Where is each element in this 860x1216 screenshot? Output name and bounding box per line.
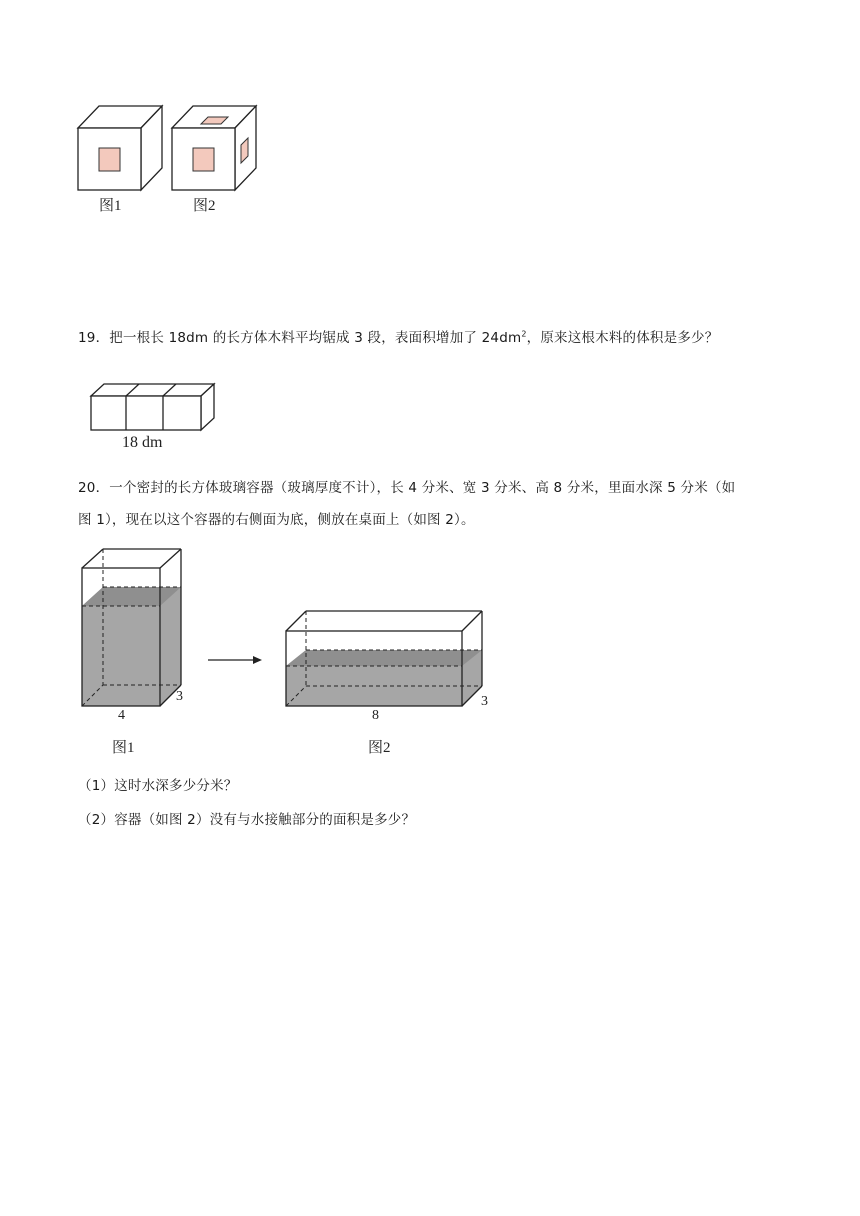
fig1-label: 图1 (112, 740, 135, 756)
fig2-label: 图2 (193, 198, 216, 214)
fig2-label: 图2 (368, 740, 391, 756)
timber-length-label: 18 dm (122, 434, 163, 451)
question-20-line2: 图 1），现在以这个容器的右侧面为底，侧放在桌面上（如图 2）。 (78, 512, 475, 528)
fig1-width-label: 3 (176, 689, 183, 704)
fig1-label: 图1 (99, 198, 122, 214)
q19-text-after: ，原来这根木料的体积是多少？ (526, 330, 719, 346)
fig2-length-label: 8 (372, 708, 379, 723)
q20-subquestion-2: （2）容器（如图 2）没有与水接触部分的面积是多少？ (78, 812, 416, 828)
q19-superscript: 2 (521, 329, 527, 339)
q20-subquestion-1: （1）这时水深多少分米？ (78, 778, 238, 794)
fig1-length-label: 4 (118, 708, 125, 723)
fig2-width-label: 3 (481, 694, 488, 709)
q19-text-before: 19．把一根长 18dm 的长方体木料平均锯成 3 段，表面积增加了 24dm (78, 330, 522, 346)
question-20-line1: 20．一个密封的长方体玻璃容器（玻璃厚度不计），长 4 分米、宽 3 分米、高 8 分米，里面水深 5 分米（如 (78, 480, 736, 496)
